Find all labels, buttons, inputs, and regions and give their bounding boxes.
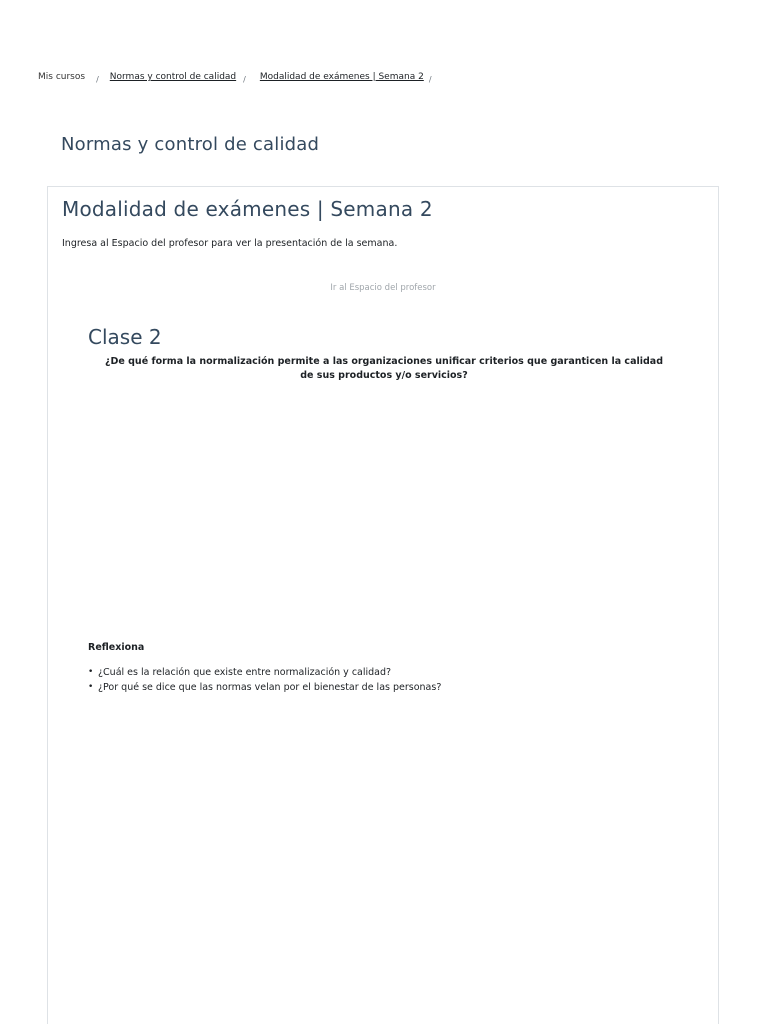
reflect-item-text: ¿Por qué se dice que las normas velan por el bienestar de las personas? bbox=[98, 682, 442, 693]
breadcrumb-separator: / bbox=[243, 74, 246, 84]
breadcrumb-item-module[interactable]: Modalidad de exámenes | Semana 2 bbox=[259, 72, 424, 82]
bullet-icon: • bbox=[88, 667, 94, 677]
bullet-icon: • bbox=[88, 682, 94, 692]
class-question: ¿De qué forma la normalización permite a las organizaciones unificar criterios que garanticen la calidad de sus productos y/o servicios? bbox=[104, 356, 664, 381]
breadcrumb bbox=[38, 72, 432, 82]
list-item bbox=[88, 665, 441, 680]
module-intro-text: Ingresa al Espacio del profesor para ver la presentación de la semana. bbox=[62, 238, 398, 249]
reflect-title: Reflexiona bbox=[88, 642, 145, 653]
module-title: Modalidad de exámenes | Semana 2 bbox=[62, 197, 433, 221]
embedded-media-area bbox=[88, 397, 680, 627]
breadcrumb-separator: / bbox=[96, 74, 99, 84]
breadcrumb-item-course[interactable]: Normas y control de calidad bbox=[109, 72, 237, 82]
breadcrumb-item-mis-cursos[interactable]: Mis cursos bbox=[38, 72, 86, 82]
breadcrumb-separator: / bbox=[428, 74, 432, 84]
list-item bbox=[88, 680, 441, 695]
class-title: Clase 2 bbox=[88, 325, 162, 349]
course-title: Normas y control de calidad bbox=[61, 134, 320, 155]
module-card bbox=[47, 186, 719, 1024]
reflect-item-text: ¿Cuál es la relación que existe entre normalización y calidad? bbox=[98, 667, 392, 678]
professor-space-link[interactable]: Ir al Espacio del profesor bbox=[330, 283, 436, 293]
reflect-list bbox=[88, 665, 441, 695]
